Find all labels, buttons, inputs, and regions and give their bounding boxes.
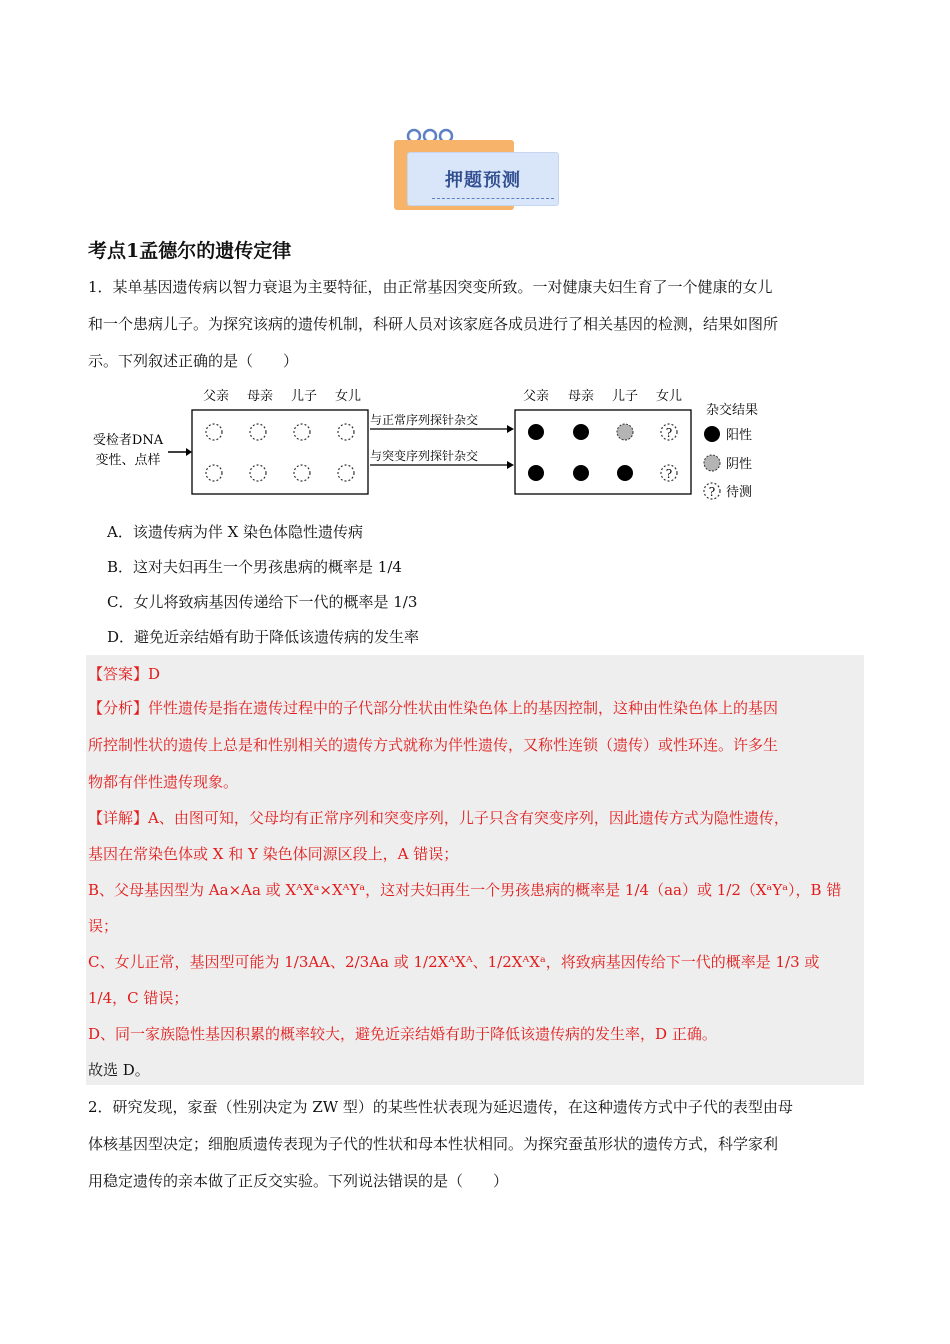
probe-mutant-label: 与突变序列探针杂交 xyxy=(370,449,479,463)
legend-negative-swatch xyxy=(704,455,720,471)
spot-positive xyxy=(573,424,589,440)
spot-before xyxy=(294,424,310,440)
sample-arrow-head xyxy=(186,448,192,456)
detail-line-2: 基因在常染色体或 X 和 Y 染色体同源区段上，A 错误； xyxy=(88,845,459,863)
detail-line-1: 【详解】A、由图可知，父母均有正常序列和突变序列，儿子只含有突变序列，因此遗传方式为隐性遗传， xyxy=(88,809,789,827)
conclusion-line: 故选 D。 xyxy=(88,1061,150,1079)
membrane-before-box xyxy=(192,410,368,494)
legend-pending-mark: ? xyxy=(708,485,716,499)
section-heading: 考点1孟德尔的遗传定律 xyxy=(88,240,292,262)
q1-option-d: D．避免近亲结婚有助于降低该遗传病的发生率 xyxy=(107,628,420,646)
q2-stem-line-1: 2．研究发现，家蚕（性别决定为 ZW 型）的某些性状表现为延迟遗传，在这种遗传方式中子代的表型由母 xyxy=(88,1098,793,1116)
pending-mark: ? xyxy=(665,426,673,440)
pending-mark: ? xyxy=(665,467,673,481)
detail-line-7: D、同一家族隐性基因积累的概率较大，避免近亲结婚有助于降低该遗传病的发生率，D 正确。 xyxy=(88,1025,717,1043)
member-label-son-result: 儿子 xyxy=(611,389,639,404)
detail-line-6: 1/4，C 错误； xyxy=(88,989,189,1007)
member-label-father: 父亲 xyxy=(202,389,230,404)
spot-before xyxy=(338,465,354,481)
spot-positive xyxy=(528,465,544,481)
legend-positive-swatch xyxy=(704,426,720,442)
detail-line-4: 误； xyxy=(88,917,119,935)
legend-negative-label: 阴性 xyxy=(726,457,753,472)
membrane-after-box xyxy=(515,410,691,494)
q1-stem-line-2: 和一个患病儿子。为探究该病的遗传机制，科研人员对该家庭各成员进行了相关基因的检测，结果如图所 xyxy=(88,315,779,333)
member-label-mother: 母亲 xyxy=(246,389,274,404)
member-label-father-result: 父亲 xyxy=(522,389,550,404)
member-label-mother-result: 母亲 xyxy=(567,389,595,404)
q1-option-b: B．这对夫妇再生一个男孩患病的概率是 1/4 xyxy=(107,558,402,576)
legend-positive-label: 阳性 xyxy=(726,428,753,443)
hybridization-figure xyxy=(86,380,776,505)
answer-line: 【答案】D xyxy=(88,665,161,683)
probe-normal-label: 与正常序列探针杂交 xyxy=(370,413,479,427)
member-label-daughter: 女儿 xyxy=(334,389,362,404)
badge-front-tab xyxy=(408,153,558,205)
spot-before xyxy=(338,424,354,440)
sample-label-line-1: 受检者DNA xyxy=(92,433,164,448)
q2-stem-line-3: 用稳定遗传的亲本做了正反交实验。下列说法错误的是（ ） xyxy=(88,1172,509,1190)
probe-mutant-arrow-head xyxy=(507,461,514,469)
section-badge xyxy=(390,126,565,214)
spot-before xyxy=(294,465,310,481)
member-label-son: 儿子 xyxy=(290,389,318,404)
spot-before xyxy=(206,465,222,481)
detail-line-3: B、父母基因型为 Aa×Aa 或 XᴬXᵃ×XᴬYᵃ，这对夫妇再生一个男孩患病的概率是 1/4（aa）或 1/2（XᵃYᵃ），B 错 xyxy=(88,881,842,899)
spot-before xyxy=(250,424,266,440)
detail-line-5: C、女儿正常，基因型可能为 1/3AA、2/3Aa 或 1/2XᴬXᴬ、1/2XᴬXᵃ，将致病基因传给下一代的概率是 1/3 或 xyxy=(88,953,820,971)
analysis-line-2: 所控制性状的遗传上总是和性别相关的遗传方式就称为伴性遗传，又称性连锁（遗传）或性环连。许多生 xyxy=(88,736,779,754)
analysis-line-3: 物都有伴性遗传现象。 xyxy=(88,773,239,791)
badge-dashed-line xyxy=(432,198,554,199)
q1-option-c: C．女儿将致病基因传递给下一代的概率是 1/3 xyxy=(107,593,418,611)
legend-title: 杂交结果 xyxy=(706,403,759,418)
q1-stem-line-1: 1．某单基因遗传病以智力衰退为主要特征，由正常基因突变所致。一对健康夫妇生育了一个健康的女儿 xyxy=(88,278,773,296)
spot-before xyxy=(250,465,266,481)
legend-pending-label: 待测 xyxy=(726,485,753,500)
spot-negative xyxy=(617,424,633,440)
spot-positive xyxy=(573,465,589,481)
badge-title: 押题预测 xyxy=(445,170,521,191)
q2-stem-line-2: 体核基因型决定；细胞质遗传表现为子代的性状和母本性状相同。为探究蚕茧形状的遗传方式，科学家利 xyxy=(88,1135,779,1153)
spot-positive xyxy=(617,465,633,481)
q1-option-a: A．该遗传病为伴 X 染色体隐性遗传病 xyxy=(107,523,364,541)
q1-stem-line-3: 示。下列叙述正确的是（ ） xyxy=(88,352,299,370)
spot-positive xyxy=(528,424,544,440)
member-label-daughter-result: 女儿 xyxy=(655,389,683,404)
analysis-line-1: 【分析】伴性遗传是指在遗传过程中的子代部分性状由性染色体上的基因控制，这种由性染色体上的基因 xyxy=(88,699,779,717)
spot-before xyxy=(206,424,222,440)
probe-normal-arrow-head xyxy=(507,425,514,433)
sample-label-line-2: 变性、点样 xyxy=(95,453,161,468)
